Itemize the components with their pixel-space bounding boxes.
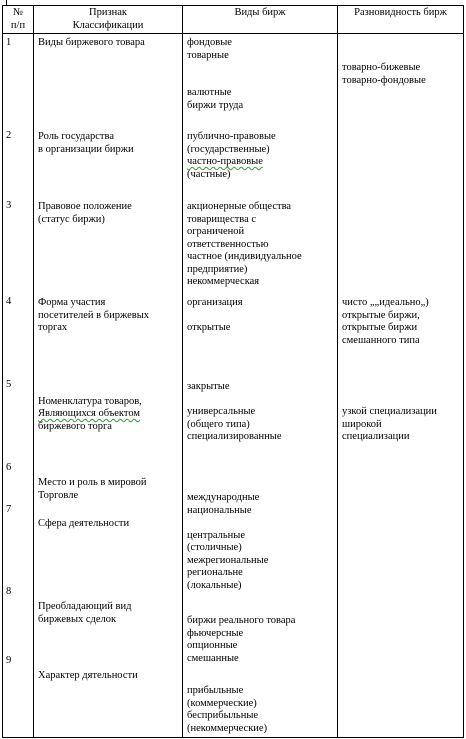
row-8-feature: Преобладающий вид биржевых сделок [38, 601, 132, 625]
row-2-kinds-spellcheck: частно-правовые [187, 156, 263, 167]
row-1-feature: Виды биржевого товара [38, 37, 145, 48]
row-5-feature-line-1: Номенклатура товаров, [38, 396, 142, 407]
header-kinds: Виды бирж [234, 7, 286, 18]
row-9-kinds: прибыльные (коммерческие) бесприбыльные (некоммерческие) [187, 685, 268, 734]
row-2-kinds-line-1: публично-правовые (государственные) [187, 131, 276, 155]
column-divider-1 [33, 5, 34, 738]
row-3-number: 3 [6, 200, 12, 211]
row-2-feature: Роль государства в организации биржи [38, 131, 134, 155]
row-5-variety: узкой специализации широкой специализации [342, 406, 437, 442]
header-divider [2, 33, 464, 34]
row-4-kinds: организация открытые [187, 297, 243, 333]
row-6-7-kinds: международные национальные центральные (столичные) межрегиональные региональне (локальные) [187, 492, 269, 591]
row-2-kinds-line-3: (частные) [187, 169, 231, 180]
table-border-bottom [2, 737, 464, 738]
column-divider-3 [337, 5, 338, 738]
row-3-kinds: акционерные общества товарищества с ограниченой ответственностью частное (индивидуальное предприятие) некоммерческая [187, 201, 302, 287]
row-5-kinds: закрытые универсальные (общего типа) специализированные [187, 381, 282, 442]
row-5-feature-line-3: биржевого торга [38, 421, 112, 432]
row-4-variety: чисто „„идеально„) открытые биржи, открытые биржи смешанного типа [342, 297, 429, 346]
row-6-number: 6 [6, 462, 12, 473]
table-border-top [2, 5, 464, 6]
column-divider-2 [182, 5, 183, 738]
row-9-feature: Характер дятельности [38, 670, 138, 681]
row-1-number: 1 [6, 37, 12, 48]
row-5-feature-line-2 [38, 408, 140, 421]
row-2-kinds-line-2 [187, 156, 263, 169]
row-9-number: 9 [6, 655, 12, 666]
row-5-number: 5 [6, 379, 12, 390]
table-border-right [463, 5, 464, 738]
row-7-feature: Сфера деятельности [38, 518, 130, 529]
row-4-feature: Форма участия посетителей в биржевых торгах [38, 297, 150, 333]
header-feature: Признак Классификации [72, 7, 144, 31]
header-number: № п/п [10, 7, 26, 31]
row-2-number: 2 [6, 130, 12, 141]
row-7-number: 7 [6, 504, 12, 515]
row-8-number: 8 [6, 586, 12, 597]
row-4-number: 4 [6, 296, 12, 307]
row-6-feature: Место и роль в мировой Торговле [38, 477, 147, 501]
row-1-kinds: фондовые товарные валютные биржи труда [187, 37, 244, 111]
row-8-kinds: биржи реального товара фьючерсные опционные смешанные [187, 615, 296, 664]
row-3-feature: Правовое положение (статус биржи) [38, 201, 132, 225]
row-5-feature-spellcheck: Являющихся объектом [38, 408, 141, 419]
header-variety: Разновидность бирж [354, 7, 447, 18]
row-1-variety: товарно-бижевые товарно-фондовые [342, 62, 426, 86]
table-border-left [2, 5, 3, 738]
